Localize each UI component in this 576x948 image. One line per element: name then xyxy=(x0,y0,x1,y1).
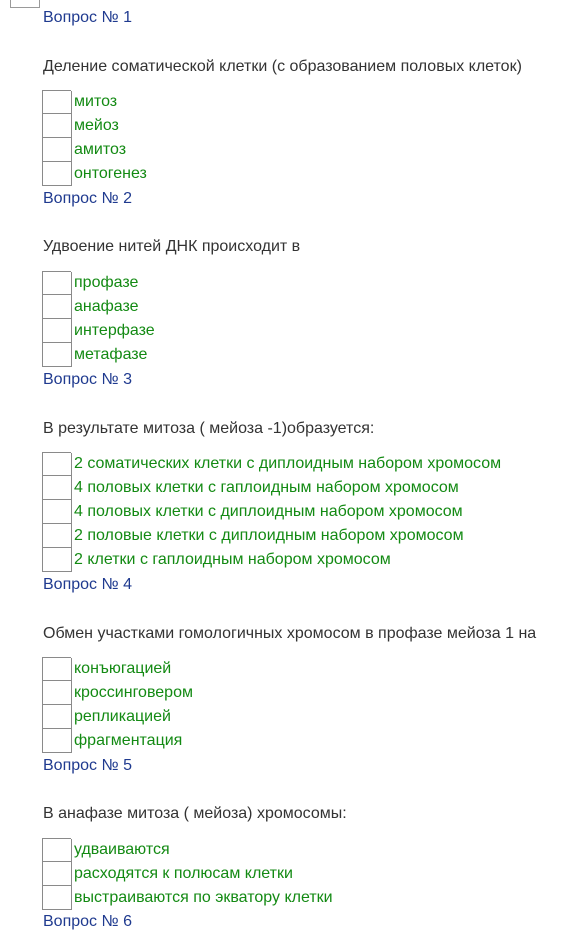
option-checkbox[interactable] xyxy=(42,500,71,524)
question-1-text: Деление соматической клетки (с образованием половых клеток) xyxy=(43,58,522,75)
option-label[interactable]: удваиваются xyxy=(74,841,170,858)
question-3-heading: Вопрос № 3 xyxy=(43,371,132,388)
option-label[interactable]: метафазе xyxy=(74,346,148,363)
question-3-option-2[interactable] xyxy=(42,476,576,500)
option-label[interactable]: фрагментация xyxy=(74,732,183,749)
question-4-option-2[interactable] xyxy=(42,681,576,705)
option-checkbox[interactable] xyxy=(42,295,71,319)
question-3-option-3[interactable] xyxy=(42,500,576,524)
question-1-option-2[interactable] xyxy=(42,114,576,138)
option-label[interactable]: 2 половые клетки с диплоидным набором хромосом xyxy=(74,527,464,544)
option-label[interactable]: онтогенез xyxy=(74,165,147,182)
question-1-option-1[interactable] xyxy=(42,90,576,114)
option-checkbox[interactable] xyxy=(42,476,71,500)
option-checkbox[interactable] xyxy=(42,114,71,138)
question-5-heading: Вопрос № 5 xyxy=(43,757,132,774)
question-5-option-2[interactable] xyxy=(42,862,576,886)
option-label[interactable]: 4 половых клетки с диплоидным набором хромосом xyxy=(74,503,463,520)
option-checkbox[interactable] xyxy=(42,886,71,910)
question-3-option-1[interactable] xyxy=(42,452,576,476)
question-2-option-4[interactable] xyxy=(42,343,576,367)
question-4-option-3[interactable] xyxy=(42,705,576,729)
question-3-option-5[interactable] xyxy=(42,548,576,572)
question-4-option-4[interactable] xyxy=(42,729,576,753)
question-4-heading: Вопрос № 4 xyxy=(43,576,132,593)
option-checkbox[interactable] xyxy=(42,138,71,162)
previous-answer-checkbox[interactable] xyxy=(10,0,40,8)
option-checkbox[interactable] xyxy=(42,524,71,548)
option-checkbox[interactable] xyxy=(42,90,71,114)
option-checkbox[interactable] xyxy=(42,162,71,186)
question-2-heading: Вопрос № 2 xyxy=(43,190,132,207)
question-1-option-4[interactable] xyxy=(42,162,576,186)
question-2-option-3[interactable] xyxy=(42,319,576,343)
question-1-heading: Вопрос № 1 xyxy=(43,9,132,26)
option-label[interactable]: 2 клетки с гаплоидным набором хромосом xyxy=(74,551,391,568)
option-checkbox[interactable] xyxy=(42,271,71,295)
option-label[interactable]: 4 половых клетки с гаплоидным набором хромосом xyxy=(74,479,459,496)
question-3-text: В результате митоза ( мейоза -1)образуется: xyxy=(43,420,375,437)
option-checkbox[interactable] xyxy=(42,343,71,367)
option-label[interactable]: 2 соматических клетки с диплоидным набором хромосом xyxy=(74,455,502,472)
option-checkbox[interactable] xyxy=(42,657,71,681)
option-label[interactable]: выстраиваются по экватору клетки xyxy=(74,889,333,906)
option-label[interactable]: анафазе xyxy=(74,298,139,315)
question-2-text: Удвоение нитей ДНК происходит в xyxy=(43,238,301,255)
question-5-option-3[interactable] xyxy=(42,886,576,910)
option-checkbox[interactable] xyxy=(42,729,71,753)
option-checkbox[interactable] xyxy=(42,681,71,705)
question-2-option-2[interactable] xyxy=(42,295,576,319)
option-label[interactable]: репликацией xyxy=(74,708,171,725)
question-1-option-3[interactable] xyxy=(42,138,576,162)
question-5-text: В анафазе митоза ( мейоза) хромосомы: xyxy=(43,805,347,822)
option-label[interactable]: мейоз xyxy=(74,117,119,134)
option-checkbox[interactable] xyxy=(42,452,71,476)
option-checkbox[interactable] xyxy=(42,319,71,343)
option-label[interactable]: амитоз xyxy=(74,141,127,158)
option-checkbox[interactable] xyxy=(42,548,71,572)
question-4-option-1[interactable] xyxy=(42,657,576,681)
option-checkbox[interactable] xyxy=(42,705,71,729)
option-checkbox[interactable] xyxy=(42,838,71,862)
question-5-option-1[interactable] xyxy=(42,838,576,862)
option-label[interactable]: митоз xyxy=(74,93,118,110)
question-2-option-1[interactable] xyxy=(42,271,576,295)
option-label[interactable]: конъюгацией xyxy=(74,660,172,677)
option-label[interactable]: расходятся к полюсам клетки xyxy=(74,865,293,882)
question-6-heading: Вопрос № 6 xyxy=(43,913,132,930)
question-3-option-4[interactable] xyxy=(42,524,576,548)
option-checkbox[interactable] xyxy=(42,862,71,886)
option-label[interactable]: профазе xyxy=(74,274,139,291)
option-label[interactable]: интерфазе xyxy=(74,322,155,339)
question-4-text: Обмен участками гомологичных хромосом в профазе мейоза 1 на xyxy=(43,625,537,642)
option-label[interactable]: кроссинговером xyxy=(74,684,193,701)
